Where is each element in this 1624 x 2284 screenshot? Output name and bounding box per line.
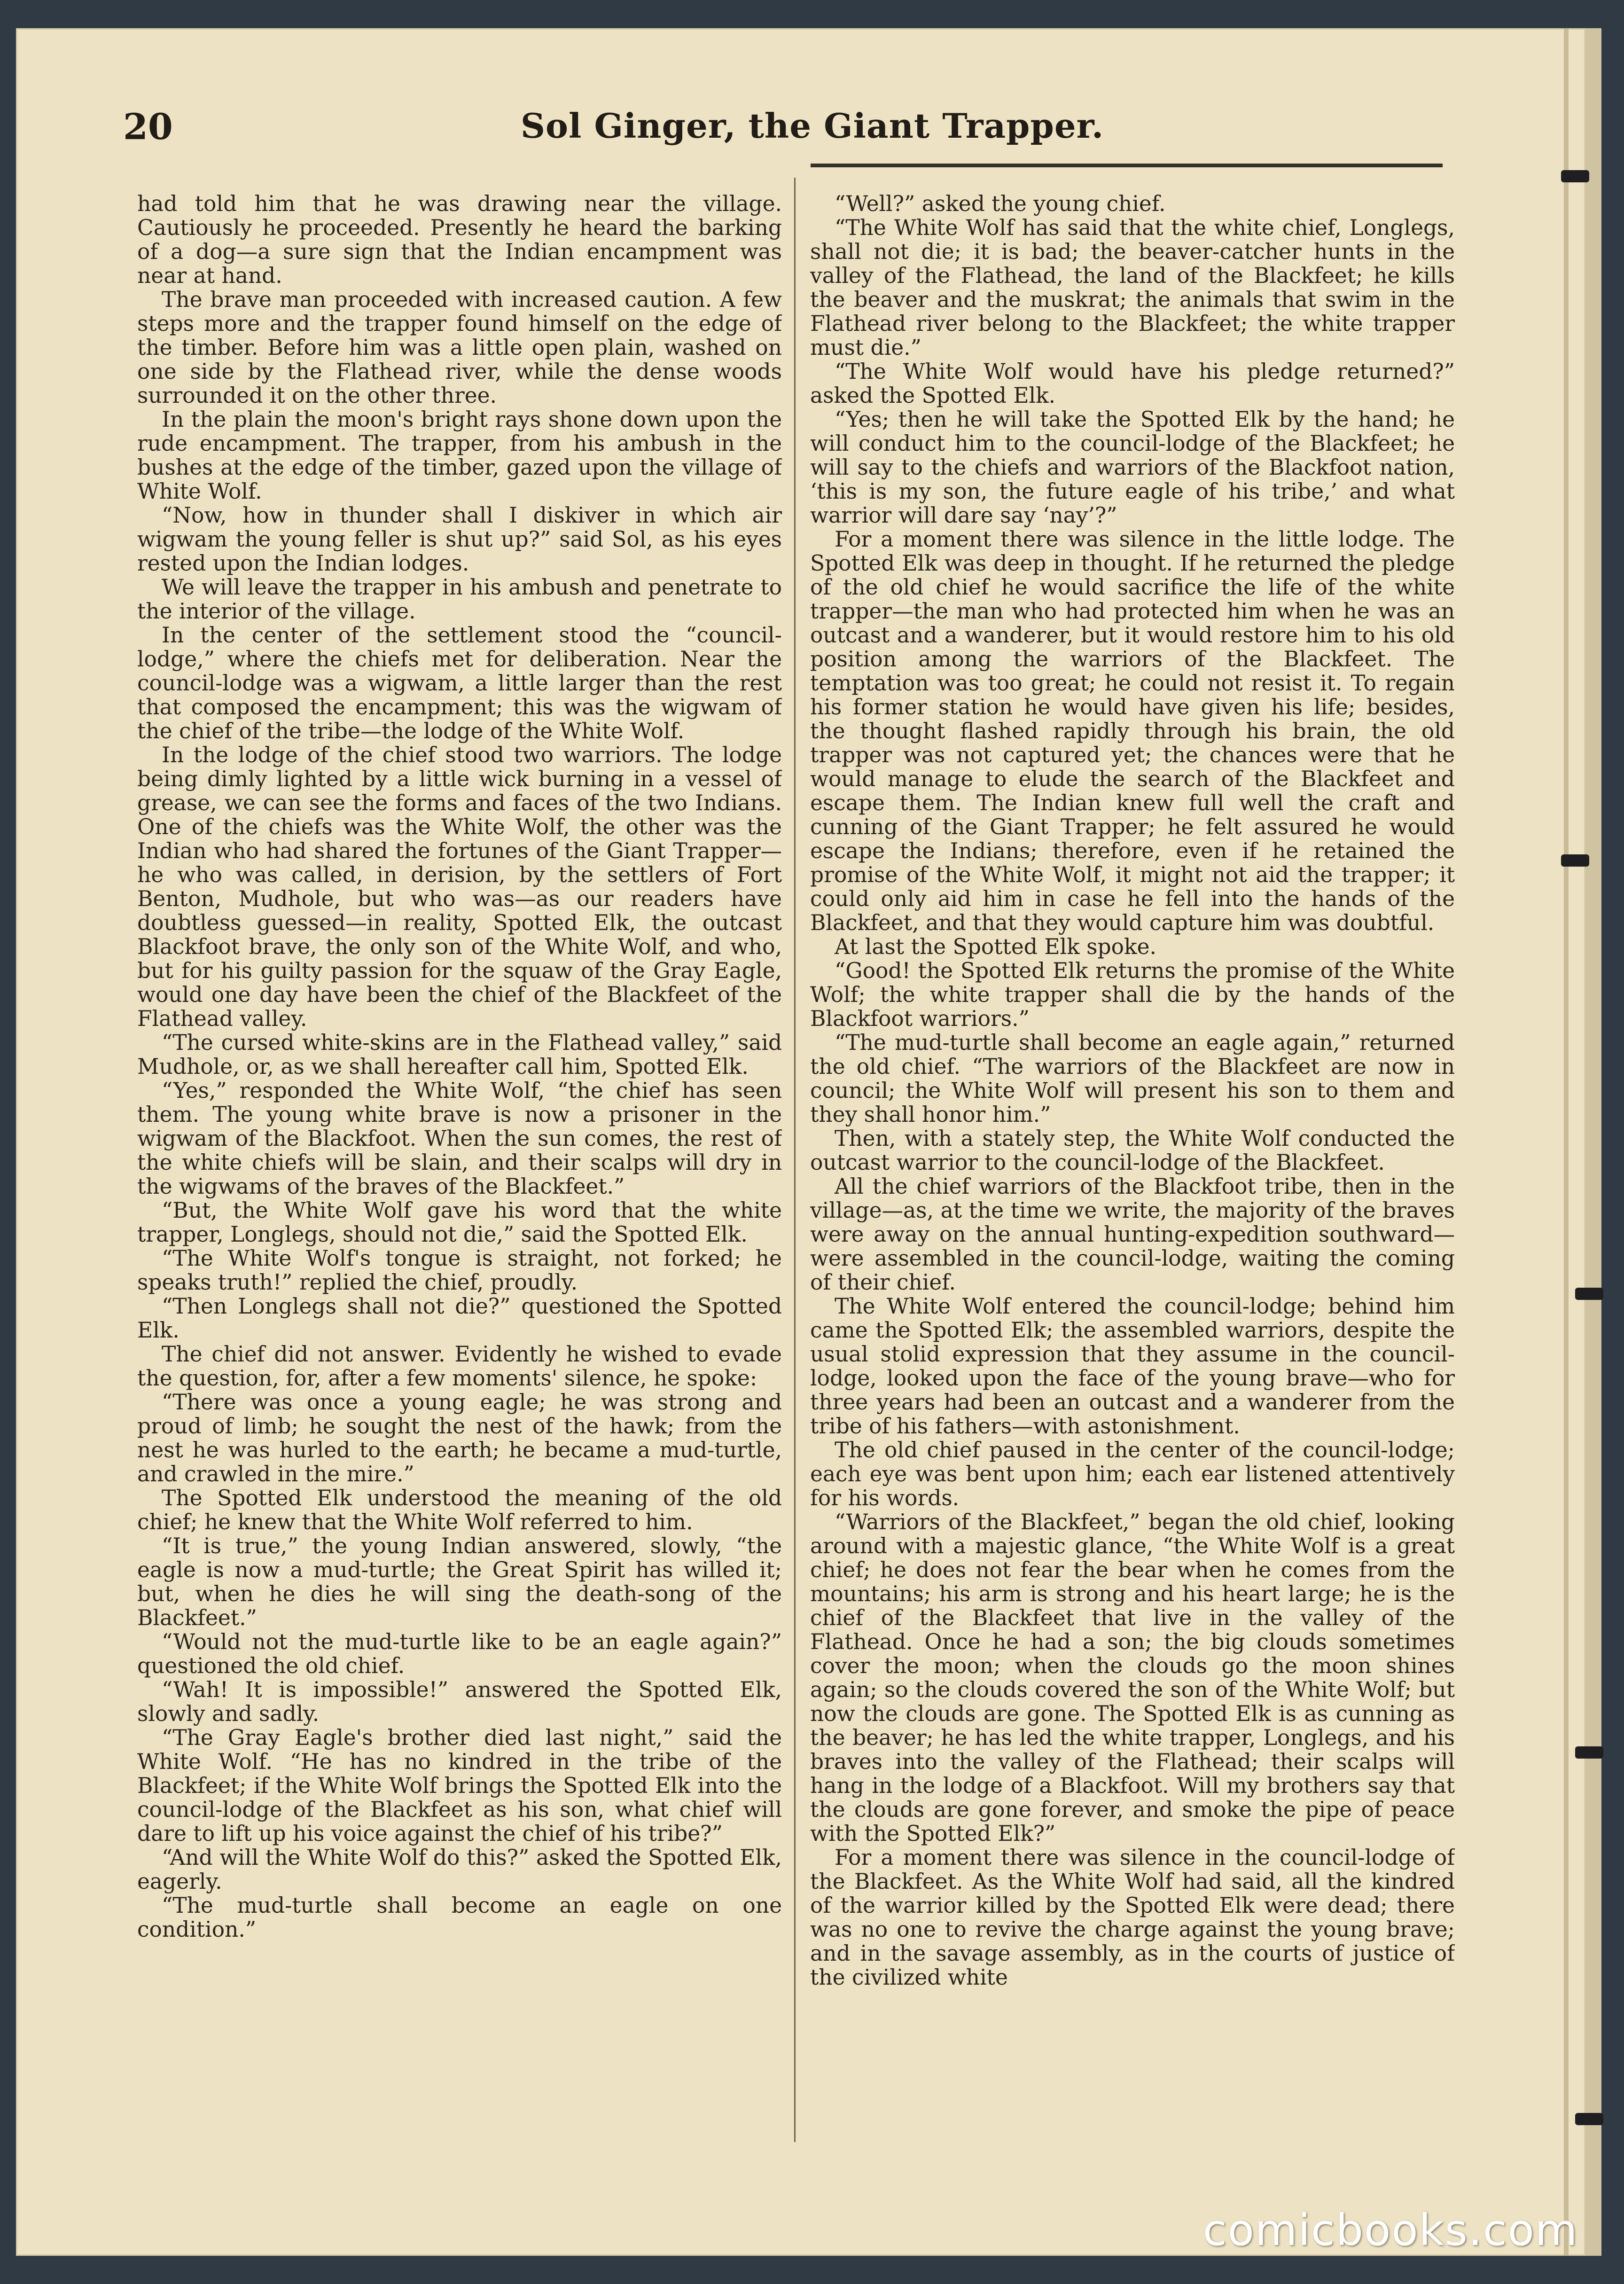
- paragraph: We will leave the trapper in his ambush and penetrate to the interior of the village.: [137, 575, 782, 624]
- header-rule: [811, 164, 1443, 167]
- paragraph: “Warriors of the Blackfeet,” began the old chief, looking around with a majestic glance, “the White Wolf is a great chief; he does not fear the bear when he comes from the mountains; his arm is strong and his heart large; he is the chief of the Blackfeet that live in the valley of the Flathead. Once he had a son; the big clouds sometimes cover the moon; when the clouds go the moon shines again; so the clouds covered the son of the White Wolf; but now the clouds are gone. The Spotted Elk is as cunning as the beaver; he has led the white trapper, Longlegs, and his braves into the valley of the Flathead; their scalps will hang in the lodge of a Blackfoot. Will my brothers say that the clouds are gone forever, and smoke the pipe of peace with the Spotted Elk?”: [810, 1510, 1455, 1846]
- binding-staple-5: [1575, 2113, 1603, 2125]
- paragraph: Then, with a stately step, the White Wolf conducted the outcast warrior to the council-lodge of the Blackfeet.: [810, 1126, 1455, 1175]
- paragraph: For a moment there was silence in the little lodge. The Spotted Elk was deep in thought. If he returned the pledge of the old chief he would sacrifice the life of the white trapper—the man who had protected him when he was an outcast and a wanderer, but it would restore him to his old position among the warriors of the Blackfeet. The temptation was too great; he could not resist it. To regain his former station he would have given his life; besides, the thought flashed rapidly through his brain, the old trapper was not captured yet; the chances were that he would manage to elude the search of the Blackfeet and escape them. The Indian knew full well the craft and cunning of the Giant Trapper; he felt assured he would escape the Indians; therefore, even if he retained the promise of the White Wolf, it might not aid the trapper; it could only aid him in case he fell into the hands of the Blackfeet, and that they would capture him was doubtful.: [810, 527, 1455, 935]
- left-column: [137, 192, 782, 2119]
- binding-staple-2: [1561, 854, 1589, 867]
- paragraph: In the lodge of the chief stood two warriors. The lodge being dimly lighted by a little wick burning in a vessel of grease, we can see the forms and faces of the two Indians. One of the chiefs was the White Wolf, the other was the Indian who had shared the fortunes of the Giant Trapper—he who was called, in derision, by the settlers of Fort Benton, Mudhole, but who was—as our readers have doubtless guessed—in reality, Spotted Elk, the outcast Blackfoot brave, the only son of the White Wolf, and who, but for his guilty passion for the squaw of the Gray Eagle, would one day have been the chief of the Blackfeet of the Flathead valley.: [137, 743, 782, 1031]
- running-title: Sol Ginger, the Giant Trapper.: [521, 106, 1104, 146]
- paragraph: The brave man proceeded with increased caution. A few steps more and the trapper found himself on the edge of the timber. Before him was a little open plain, washed on one side by the Flathead river, while the dense woods surrounded it on the other three.: [137, 287, 782, 408]
- page-number: 20: [123, 106, 173, 148]
- paragraph: “Would not the mud-turtle like to be an eagle again?” questioned the old chief.: [137, 1629, 782, 1678]
- paragraph: “There was once a young eagle; he was strong and proud of limb; he sought the nest of the hawk; from the nest he was hurled to the earth; he became a mud-turtle, and crawled in the mire.”: [137, 1390, 782, 1486]
- binding-staple-4: [1575, 1746, 1603, 1759]
- paragraph: “The mud-turtle shall become an eagle on one condition.”: [137, 1893, 782, 1942]
- paragraph: For a moment there was silence in the council-lodge of the Blackfeet. As the White Wolf had said, all the kindred of the warrior killed by the Spotted Elk were dead; there was no one to revive the charge against the young brave; and in the savage assembly, as in the courts of justice of the civilized white: [810, 1845, 1455, 1990]
- paragraph: “The White Wolf would have his pledge returned?” asked the Spotted Elk.: [810, 359, 1455, 408]
- paragraph: The Spotted Elk understood the meaning of the old chief; he knew that the White Wolf referred to him.: [137, 1486, 782, 1534]
- paragraph: “The White Wolf has said that the white chief, Longlegs, shall not die; it is bad; the beaver-catcher hunts in the valley of the Flathead, the land of the Blackfeet; he kills the beaver and the muskrat; the animals that swim in the Flathead river belong to the Blackfeet; the white trapper must die.”: [810, 215, 1455, 360]
- paragraph: “It is true,” the young Indian answered, slowly, “the eagle is now a mud-turtle; the Great Spirit has willed it; but, when he dies he will sing the death-song of the Blackfeet.”: [137, 1533, 782, 1630]
- paragraph: The old chief paused in the center of the council-lodge; each eye was bent upon him; each ear listened attentively for his words.: [810, 1438, 1455, 1510]
- paragraph: “Now, how in thunder shall I diskiver in which air wigwam the young feller is shut up?” said Sol, as his eyes rested upon the Indian lodges.: [137, 503, 782, 576]
- binding-staple-3: [1575, 1288, 1603, 1300]
- binding-edge: [1585, 28, 1601, 2256]
- paragraph: “Then Longlegs shall not die?” questioned the Spotted Elk.: [137, 1294, 782, 1343]
- site-watermark: comicbooks.com: [1203, 2205, 1578, 2255]
- paragraph: “Wah! It is impossible!” answered the Spotted Elk, slowly and sadly.: [137, 1677, 782, 1726]
- paragraph: At last the Spotted Elk spoke.: [835, 934, 1156, 959]
- paragraph: In the plain the moon's bright rays shone down upon the rude encampment. The trapper, from his ambush in the bushes at the edge of the timber, gazed upon the village of White Wolf.: [137, 407, 782, 504]
- paragraph: “The mud-turtle shall become an eagle again,” returned the old chief. “The warriors of the Blackfeet are now in council; the White Wolf will present his son to them and they shall honor him.”: [810, 1030, 1455, 1127]
- paragraph: The chief did not answer. Evidently he wished to evade the question, for, after a few moments' silence, he spoke:: [137, 1342, 782, 1391]
- paragraph: “The Gray Eagle's brother died last night,” said the White Wolf. “He has no kindred in the tribe of the Blackfeet; if the White Wolf brings the Spotted Elk into the council-lodge of the Blackfeet as his son, what chief will dare to lift up his voice against the chief of his tribe?”: [137, 1725, 782, 1846]
- paragraph: had told him that he was drawing near the village. Cautiously he proceeded. Presently he heard the barking of a dog—a sure sign that the Indian encampment was near at hand.: [137, 192, 782, 288]
- column-divider: [794, 178, 796, 2142]
- paragraph: “Yes; then he will take the Spotted Elk by the hand; he will conduct him to the council-lodge of the Blackfeet; he will say to the chiefs and warriors of the Blackfoot nation, ‘this is my son, the future eagle of his tribe,’ and what warrior will dare say ‘nay’?”: [810, 407, 1455, 528]
- page-edge: [1564, 28, 1569, 2256]
- paragraph: “Good! the Spotted Elk returns the promise of the White Wolf; the white trapper shall die by the hands of the Blackfoot warriors.”: [810, 958, 1455, 1031]
- paragraph: All the chief warriors of the Blackfoot tribe, then in the village—as, at the time we write, the majority of the braves were away on the annual hunting-expedition southward—were assembled in the council-lodge, waiting the coming of their chief.: [810, 1174, 1455, 1295]
- paragraph: “But, the White Wolf gave his word that the white trapper, Longlegs, should not die,” said the Spotted Elk.: [137, 1198, 782, 1247]
- right-column: [810, 192, 1455, 2119]
- paragraph: In the center of the settlement stood the “council-lodge,” where the chiefs met for deliberation. Near the council-lodge was a wigwam, a little larger than the rest that composed the encampment; this was the wigwam of the chief of the tribe—the lodge of the White Wolf.: [137, 623, 782, 743]
- paragraph: “And will the White Wolf do this?” asked the Spotted Elk, eagerly.: [137, 1845, 782, 1894]
- paragraph: “The White Wolf's tongue is straight, not forked; he speaks truth!” replied the chief, proudly.: [137, 1246, 782, 1295]
- paragraph: “Yes,” responded the White Wolf, “the chief has seen them. The young white brave is now a prisoner in the wigwam of the Blackfoot. When the sun comes, the rest of the white chiefs will be slain, and their scalps will dry in the wigwams of the braves of the Blackfeet.”: [137, 1078, 782, 1199]
- binding-staple-1: [1561, 170, 1589, 182]
- paragraph: “Well?” asked the young chief.: [835, 192, 1166, 216]
- paragraph: “The cursed white-skins are in the Flathead valley,” said Mudhole, or, as we shall hereafter call him, Spotted Elk.: [137, 1030, 782, 1079]
- paragraph: The White Wolf entered the council-lodge; behind him came the Spotted Elk; the assembled warriors, despite the usual stolid expression that they assume in the council-lodge, looked upon the face of the young brave—who for three years had been an outcast and a wanderer from the tribe of his fathers—with astonishment.: [810, 1294, 1455, 1439]
